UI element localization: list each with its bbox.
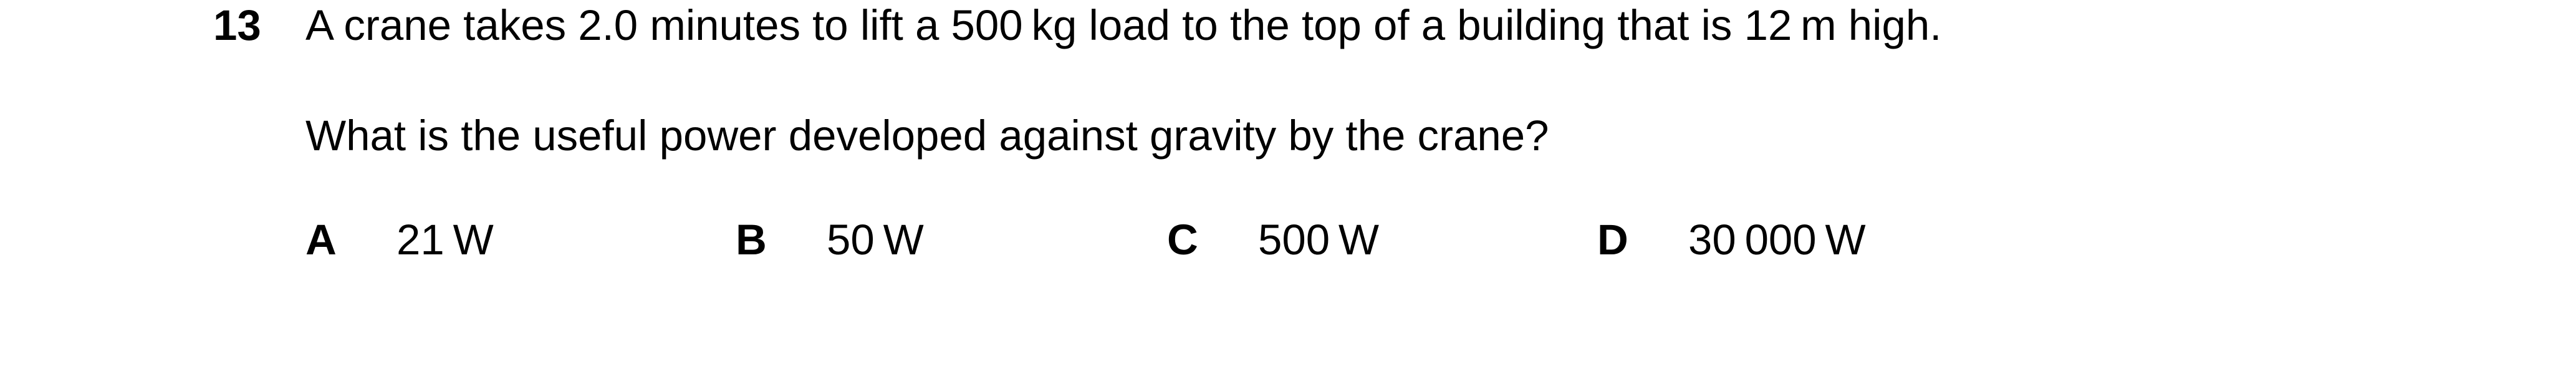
question-stem: A crane takes 2.0 minutes to lift a 500 kg load to the top of a building that is 12 m high. — [305, 1, 1942, 49]
option-letter: B — [736, 216, 767, 264]
option-letter: D — [1597, 216, 1628, 264]
option-letter: A — [305, 216, 337, 264]
option-value: 30 000 W — [1688, 216, 1866, 264]
option-value: 21 W — [396, 216, 494, 264]
option-value: 500 W — [1258, 216, 1380, 264]
option-letter: C — [1167, 216, 1198, 264]
question-prompt: What is the useful power developed against gravity by the crane? — [305, 112, 1549, 160]
question-number: 13 — [213, 1, 261, 49]
option-value: 50 W — [827, 216, 924, 264]
